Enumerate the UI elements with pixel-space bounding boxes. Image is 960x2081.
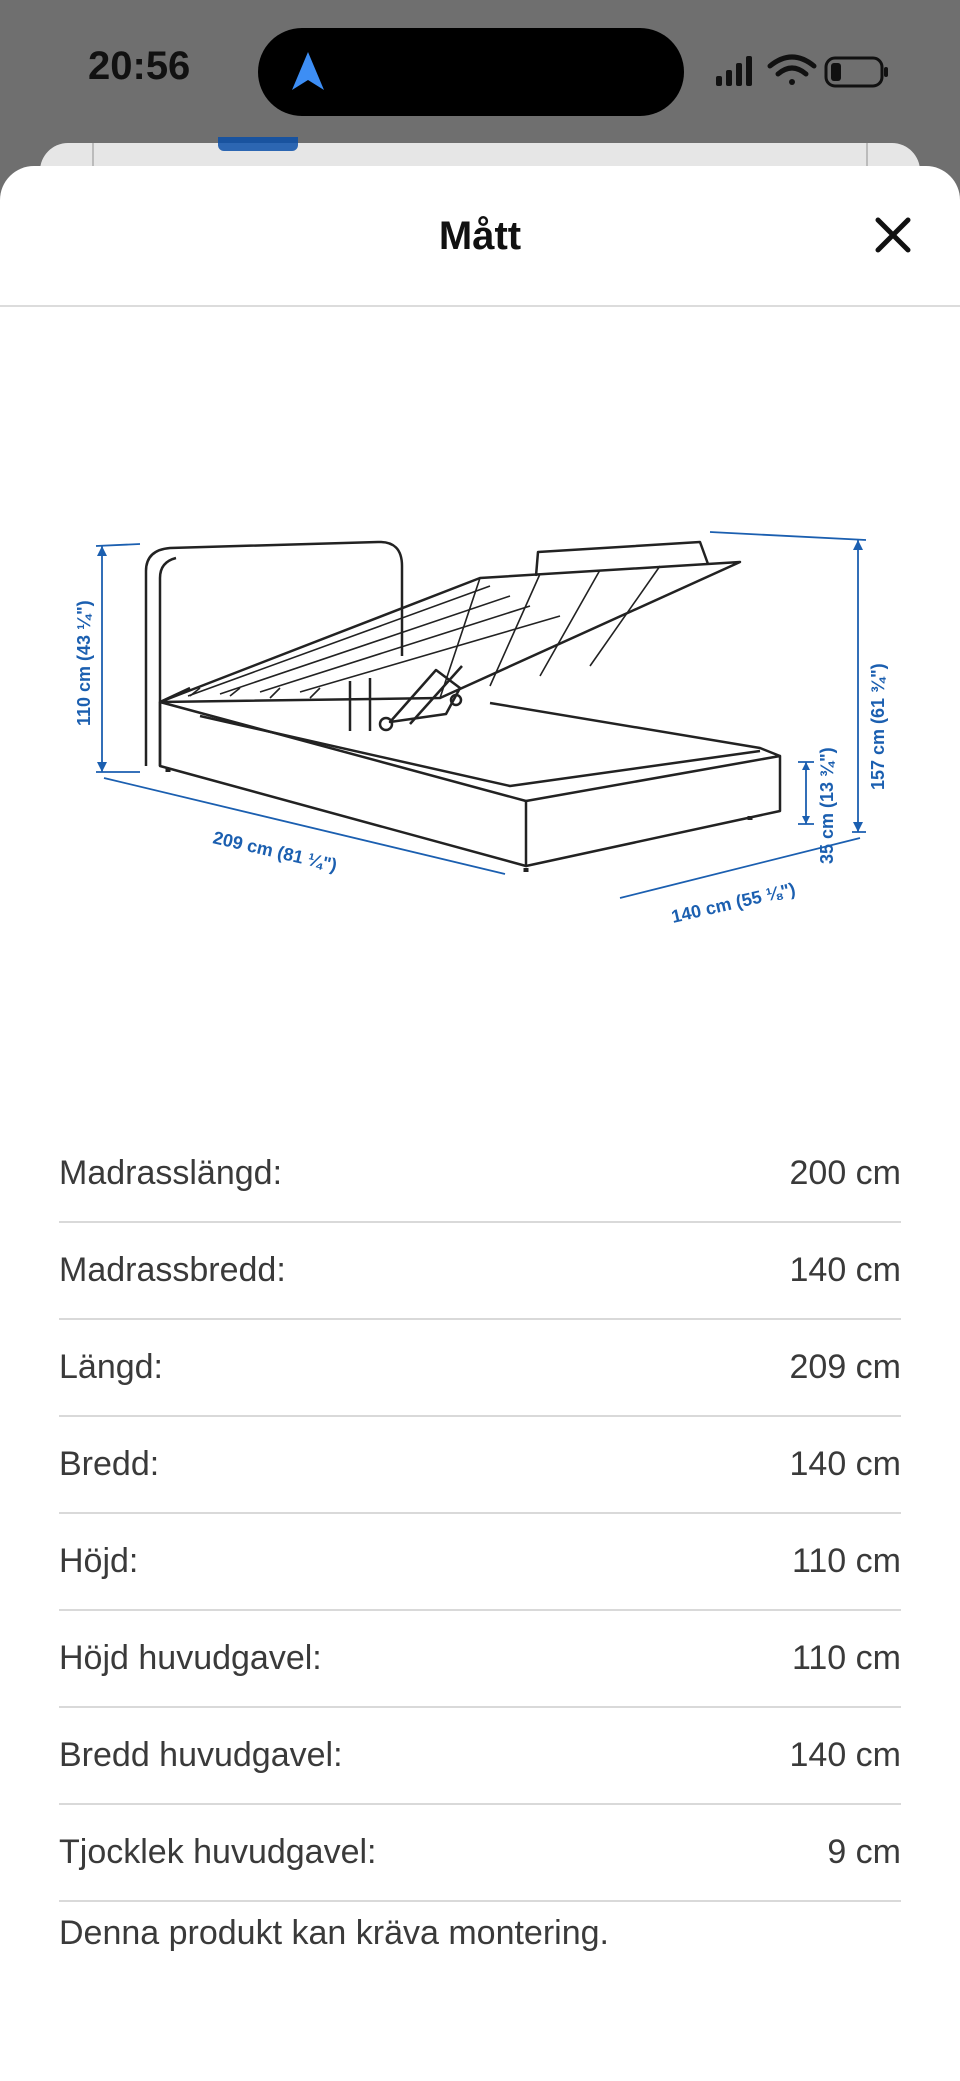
spec-label: Höjd: — [59, 1542, 139, 1580]
close-icon[interactable] — [866, 208, 920, 262]
lift-handle — [536, 542, 708, 576]
spec-label: Bredd huvudgavel: — [59, 1736, 343, 1774]
spec-row — [59, 1417, 901, 1514]
spec-row — [59, 1126, 901, 1223]
width-label: 140 cm (55 ⅛") — [669, 878, 798, 927]
spec-row — [59, 1805, 901, 1902]
assembly-note: Denna produkt kan kräva montering. — [59, 1914, 609, 1952]
spec-row — [59, 1223, 901, 1320]
dimensions-modal — [0, 166, 960, 2081]
modal-header — [0, 166, 960, 307]
spec-value: 140 cm — [789, 1251, 901, 1289]
battery-low-icon — [826, 58, 888, 86]
dimension-spec-list — [59, 1126, 901, 1902]
dynamic-island — [258, 28, 684, 116]
spec-row — [59, 1320, 901, 1417]
spec-value: 140 cm — [789, 1445, 901, 1483]
spec-label: Längd: — [59, 1348, 163, 1386]
spec-row — [59, 1611, 901, 1708]
side-height-label: 35 cm (13 ¾") — [817, 747, 837, 864]
spec-value: 110 cm — [792, 1542, 901, 1580]
location-arrow-icon — [288, 50, 328, 94]
wifi-icon — [770, 57, 814, 85]
spec-row — [59, 1514, 901, 1611]
spec-label: Madrassbredd: — [59, 1251, 286, 1289]
spec-label: Bredd: — [59, 1445, 160, 1483]
total-height-label: 157 cm (61 ¾") — [868, 663, 888, 790]
gas-lift-arm — [390, 670, 460, 722]
length-label: 209 cm (81 ¼") — [211, 827, 339, 876]
spec-row — [59, 1708, 901, 1805]
spec-value: 140 cm — [789, 1736, 901, 1774]
background-link — [218, 137, 298, 151]
spec-label: Madrasslängd: — [59, 1154, 283, 1192]
bed-dimension-illustration — [60, 466, 900, 1026]
spec-value: 209 cm — [789, 1348, 901, 1386]
status-bar — [0, 0, 960, 140]
modal-title: Mått — [438, 214, 522, 258]
spec-value: 110 cm — [792, 1639, 901, 1677]
status-time: 20:56 — [88, 44, 191, 88]
status-icons — [712, 50, 892, 90]
cellular-signal-icon — [716, 56, 752, 86]
spec-value: 9 cm — [827, 1833, 901, 1871]
spec-label: Tjocklek huvudgavel: — [59, 1833, 377, 1871]
height-label: 110 cm (43 ¼") — [74, 600, 94, 726]
spec-label: Höjd huvudgavel: — [59, 1639, 322, 1677]
spec-value: 200 cm — [789, 1154, 901, 1192]
